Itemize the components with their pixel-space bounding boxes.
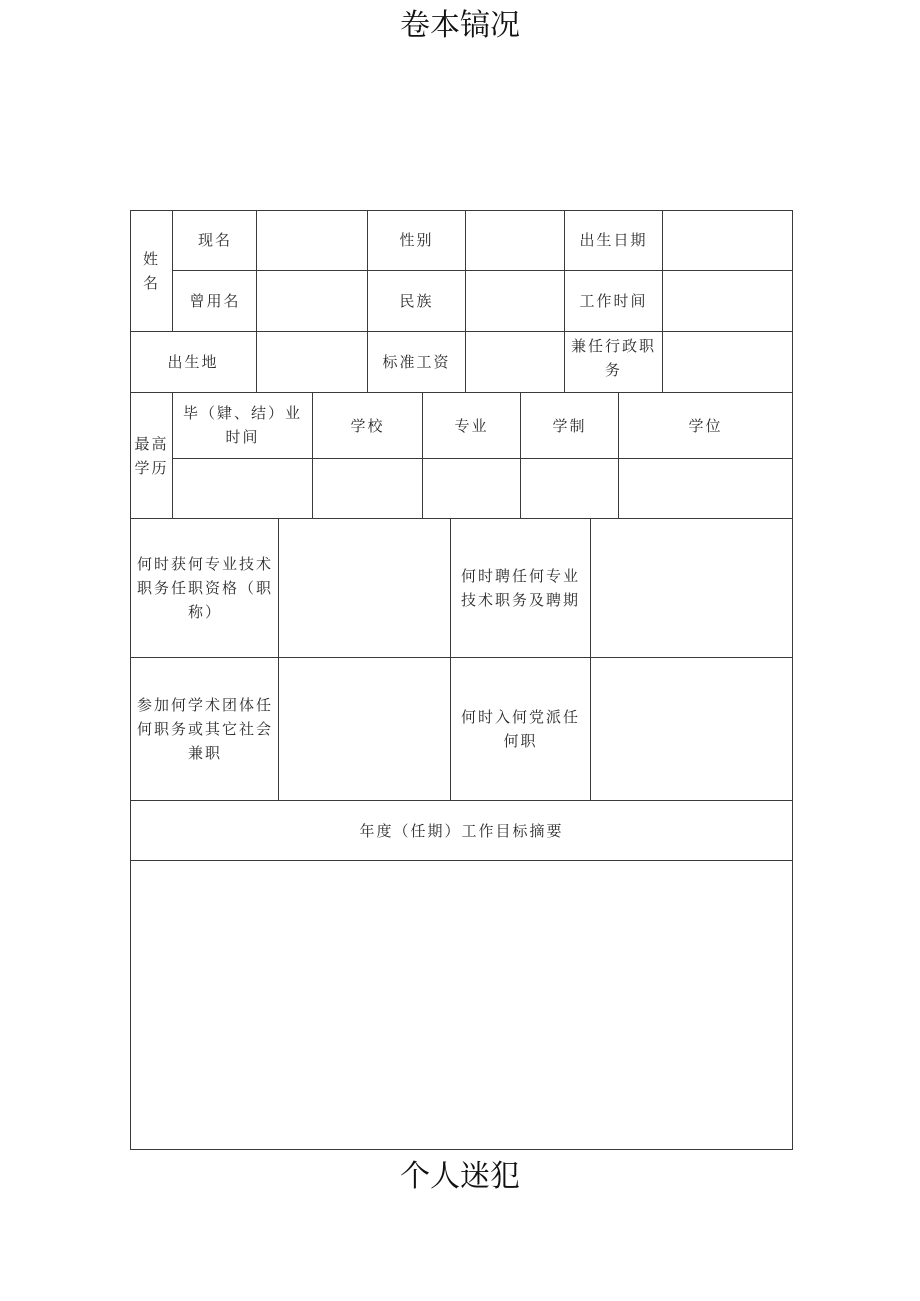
duration-field[interactable]	[521, 459, 618, 518]
degree-label: 学位	[688, 416, 723, 435]
appointment-field[interactable]	[591, 519, 792, 657]
ethnicity-field[interactable]	[466, 271, 564, 331]
birth-date-field[interactable]	[663, 210, 792, 270]
gender-field[interactable]	[466, 210, 564, 270]
edu-group-label	[130, 393, 173, 518]
party-label: 何时入何党派任何职	[460, 708, 580, 750]
footer-title: 个人迷犯	[400, 1159, 520, 1194]
former-name-field[interactable]	[257, 271, 367, 331]
name-group-char-1: 姓	[142, 249, 160, 268]
work-start-label: 工作时间	[579, 292, 648, 310]
major-field[interactable]	[423, 459, 520, 518]
title-qualification-field[interactable]	[279, 519, 450, 657]
current-name-label: 现名	[197, 231, 232, 249]
edu-group-line-2: 学历	[134, 458, 169, 477]
degree-field[interactable]	[619, 459, 792, 518]
standard-salary-label: 标准工资	[382, 353, 451, 371]
name-group-label	[130, 210, 173, 331]
document-title: 卷本镐况	[400, 8, 520, 43]
work-start-field[interactable]	[663, 271, 792, 331]
title-qualification-label: 何时获何专业技术职务任职资格（职称）	[137, 555, 274, 621]
annual-goals-label: 年度（任期）工作目标摘要	[359, 821, 564, 840]
birthplace-label: 出生地	[167, 353, 219, 371]
duration-label: 学制	[552, 416, 587, 435]
rule-bottom	[130, 1149, 793, 1150]
personal-info-form	[130, 210, 793, 1150]
standard-salary-field[interactable]	[466, 332, 564, 392]
appointment-label: 何时聘任何专业技术职务及聘期	[460, 567, 580, 609]
school-field[interactable]	[313, 459, 422, 518]
academic-society-label: 参加何学术团体任何职务或其它社会兼职	[137, 696, 274, 762]
admin-post-label: 兼任行政职务	[570, 337, 656, 379]
admin-post-field[interactable]	[663, 332, 792, 392]
birth-date-label: 出生日期	[579, 231, 648, 249]
school-label: 学校	[350, 416, 385, 435]
former-name-label: 曾用名	[189, 292, 241, 310]
graduation-time-field[interactable]	[173, 459, 312, 518]
major-label: 专业	[454, 416, 489, 435]
annual-goals-field[interactable]	[131, 861, 792, 1149]
gender-label: 性别	[399, 231, 434, 249]
ethnicity-label: 民族	[399, 292, 434, 310]
party-field[interactable]	[591, 658, 792, 800]
birthplace-field[interactable]	[257, 332, 367, 392]
edu-group-line-1: 最高	[134, 434, 169, 453]
rule-right	[792, 210, 793, 1150]
name-group-char-2: 名	[142, 273, 160, 292]
academic-society-field[interactable]	[279, 658, 450, 800]
graduation-time-label: 毕（肄、结）业时间	[182, 404, 302, 446]
current-name-field[interactable]	[257, 210, 367, 270]
